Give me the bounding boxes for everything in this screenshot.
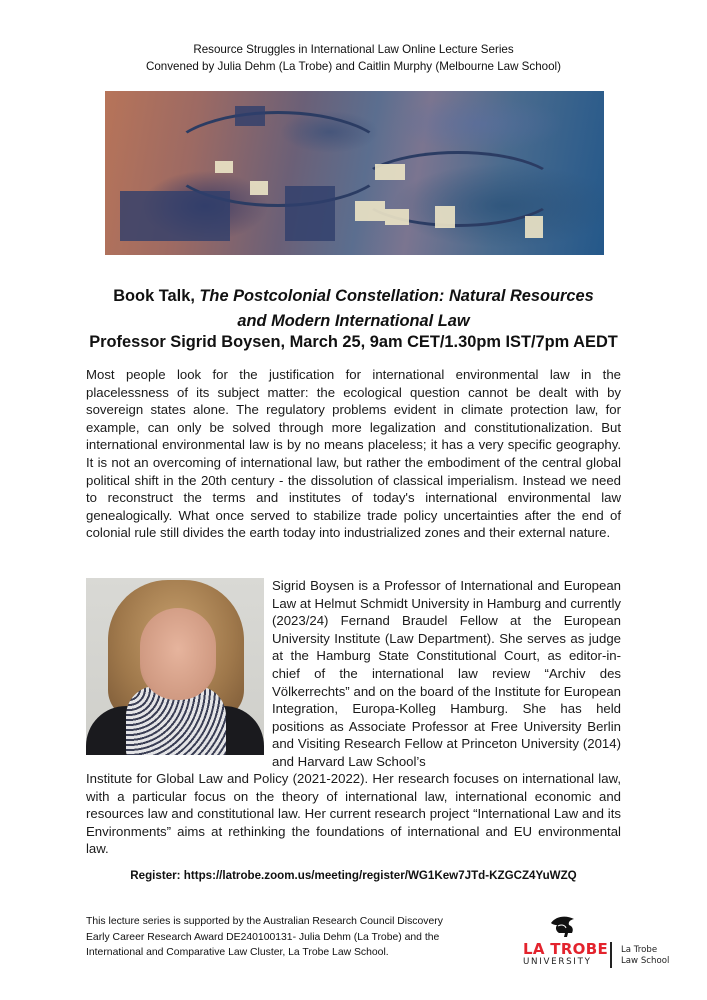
speaker-date-line: Professor Sigrid Boysen, March 25, 9am CET/1.30pm IST/7pm AEDT [89, 333, 618, 351]
abstract-paragraph: Most people look for the justification for international environmental law in the placelessness of its subject matter: the ecological question cannot be dealt with by sovereign states alone. The regulatory problems evident in climate protection law, for example, can only be solved through more legalization and constitutionalization. But international environmental law is by no means placeless; it has a very specific geography. It is not an overcoming of international law, but rather the embodiment of the central global political shift in the 20th century - the dissolution of classical imperialism. Instead we need to reconstruct the terms and institutes of today's international environmental law genealogically. What once served to stabilize trade policy uncertainties after the end of colonial rule still divides the earth today into industrialized zones and their external nature. [86, 367, 621, 541]
field-shape [120, 191, 230, 241]
field-shape [355, 201, 385, 221]
talk-title [0, 284, 707, 334]
logo-divider [610, 942, 612, 968]
field-shape [285, 186, 335, 241]
field-shape [215, 161, 233, 173]
eagle-icon [548, 914, 578, 938]
la-trobe-logo [520, 912, 690, 968]
book-title-line1: The Postcolonial Constellation: Natural Resources [199, 287, 594, 305]
book-title-line2: and Modern International Law [237, 312, 470, 330]
register-label: Register: [130, 869, 184, 882]
banner-image [105, 91, 604, 255]
page-header [0, 41, 707, 75]
field-shape [375, 164, 405, 180]
field-shape [250, 181, 268, 195]
register-link[interactable]: https://latrobe.zoom.us/meeting/register/WG1Kew7JTd-KZGCZ4YuWZQ [183, 869, 577, 882]
logo-wordmark: LA TROBE [523, 940, 609, 958]
photo-face [140, 608, 216, 700]
speaker-photo [86, 578, 264, 755]
logo-school-line: La Trobe [621, 945, 658, 955]
series-title: Resource Struggles in International Law Online Lecture Series [193, 43, 514, 56]
register-line [0, 869, 707, 882]
logo-school-line: Law School [621, 956, 670, 966]
talk-prefix: Book Talk, [113, 287, 200, 305]
field-shape [525, 216, 543, 238]
field-shape [435, 206, 455, 228]
support-note [86, 914, 506, 961]
bio-paragraph-continued: Institute for Global Law and Policy (2021-2022). Her research focuses on international law, with a particular focus on the theory of international law, international economic and resources law and constitutional law. Her current research project “International Law and its Environments” aims at rethinking the foundations of international and EU environmental law. [86, 771, 621, 857]
support-note-line: International and Comparative Law Cluster, La Trobe Law School. [86, 947, 389, 959]
logo-school [621, 945, 669, 967]
support-note-line: Early Career Research Award DE240100131- Julia Dehm (La Trobe) and the [86, 931, 440, 943]
logo-university: UNIVERSITY [523, 957, 592, 967]
support-note-line: This lecture series is supported by the Australian Research Council Discovery [86, 916, 443, 927]
field-shape [235, 106, 265, 126]
bio-paragraph-side: Sigrid Boysen is a Professor of International and European Law at Helmut Schmidt University in Hamburg and currently (2023/24) Fernand Braudel Fellow at the European University Institute (Law Department). She serves as judge at the Hamburg State Constitutional Court, as editor-in-chief of the international law review “Archiv des Völkerrechts” and on the board of the Institute for European Integration, Europa-Kolleg Hamburg. She has held positions as Associate Professor at Free University Berlin and Visiting Research Fellow at Princeton University (2014) and Harvard Law School’s [272, 578, 621, 769]
convenors-line: Convened by Julia Dehm (La Trobe) and Caitlin Murphy (Melbourne Law School) [145, 60, 561, 73]
field-shape [385, 209, 409, 225]
